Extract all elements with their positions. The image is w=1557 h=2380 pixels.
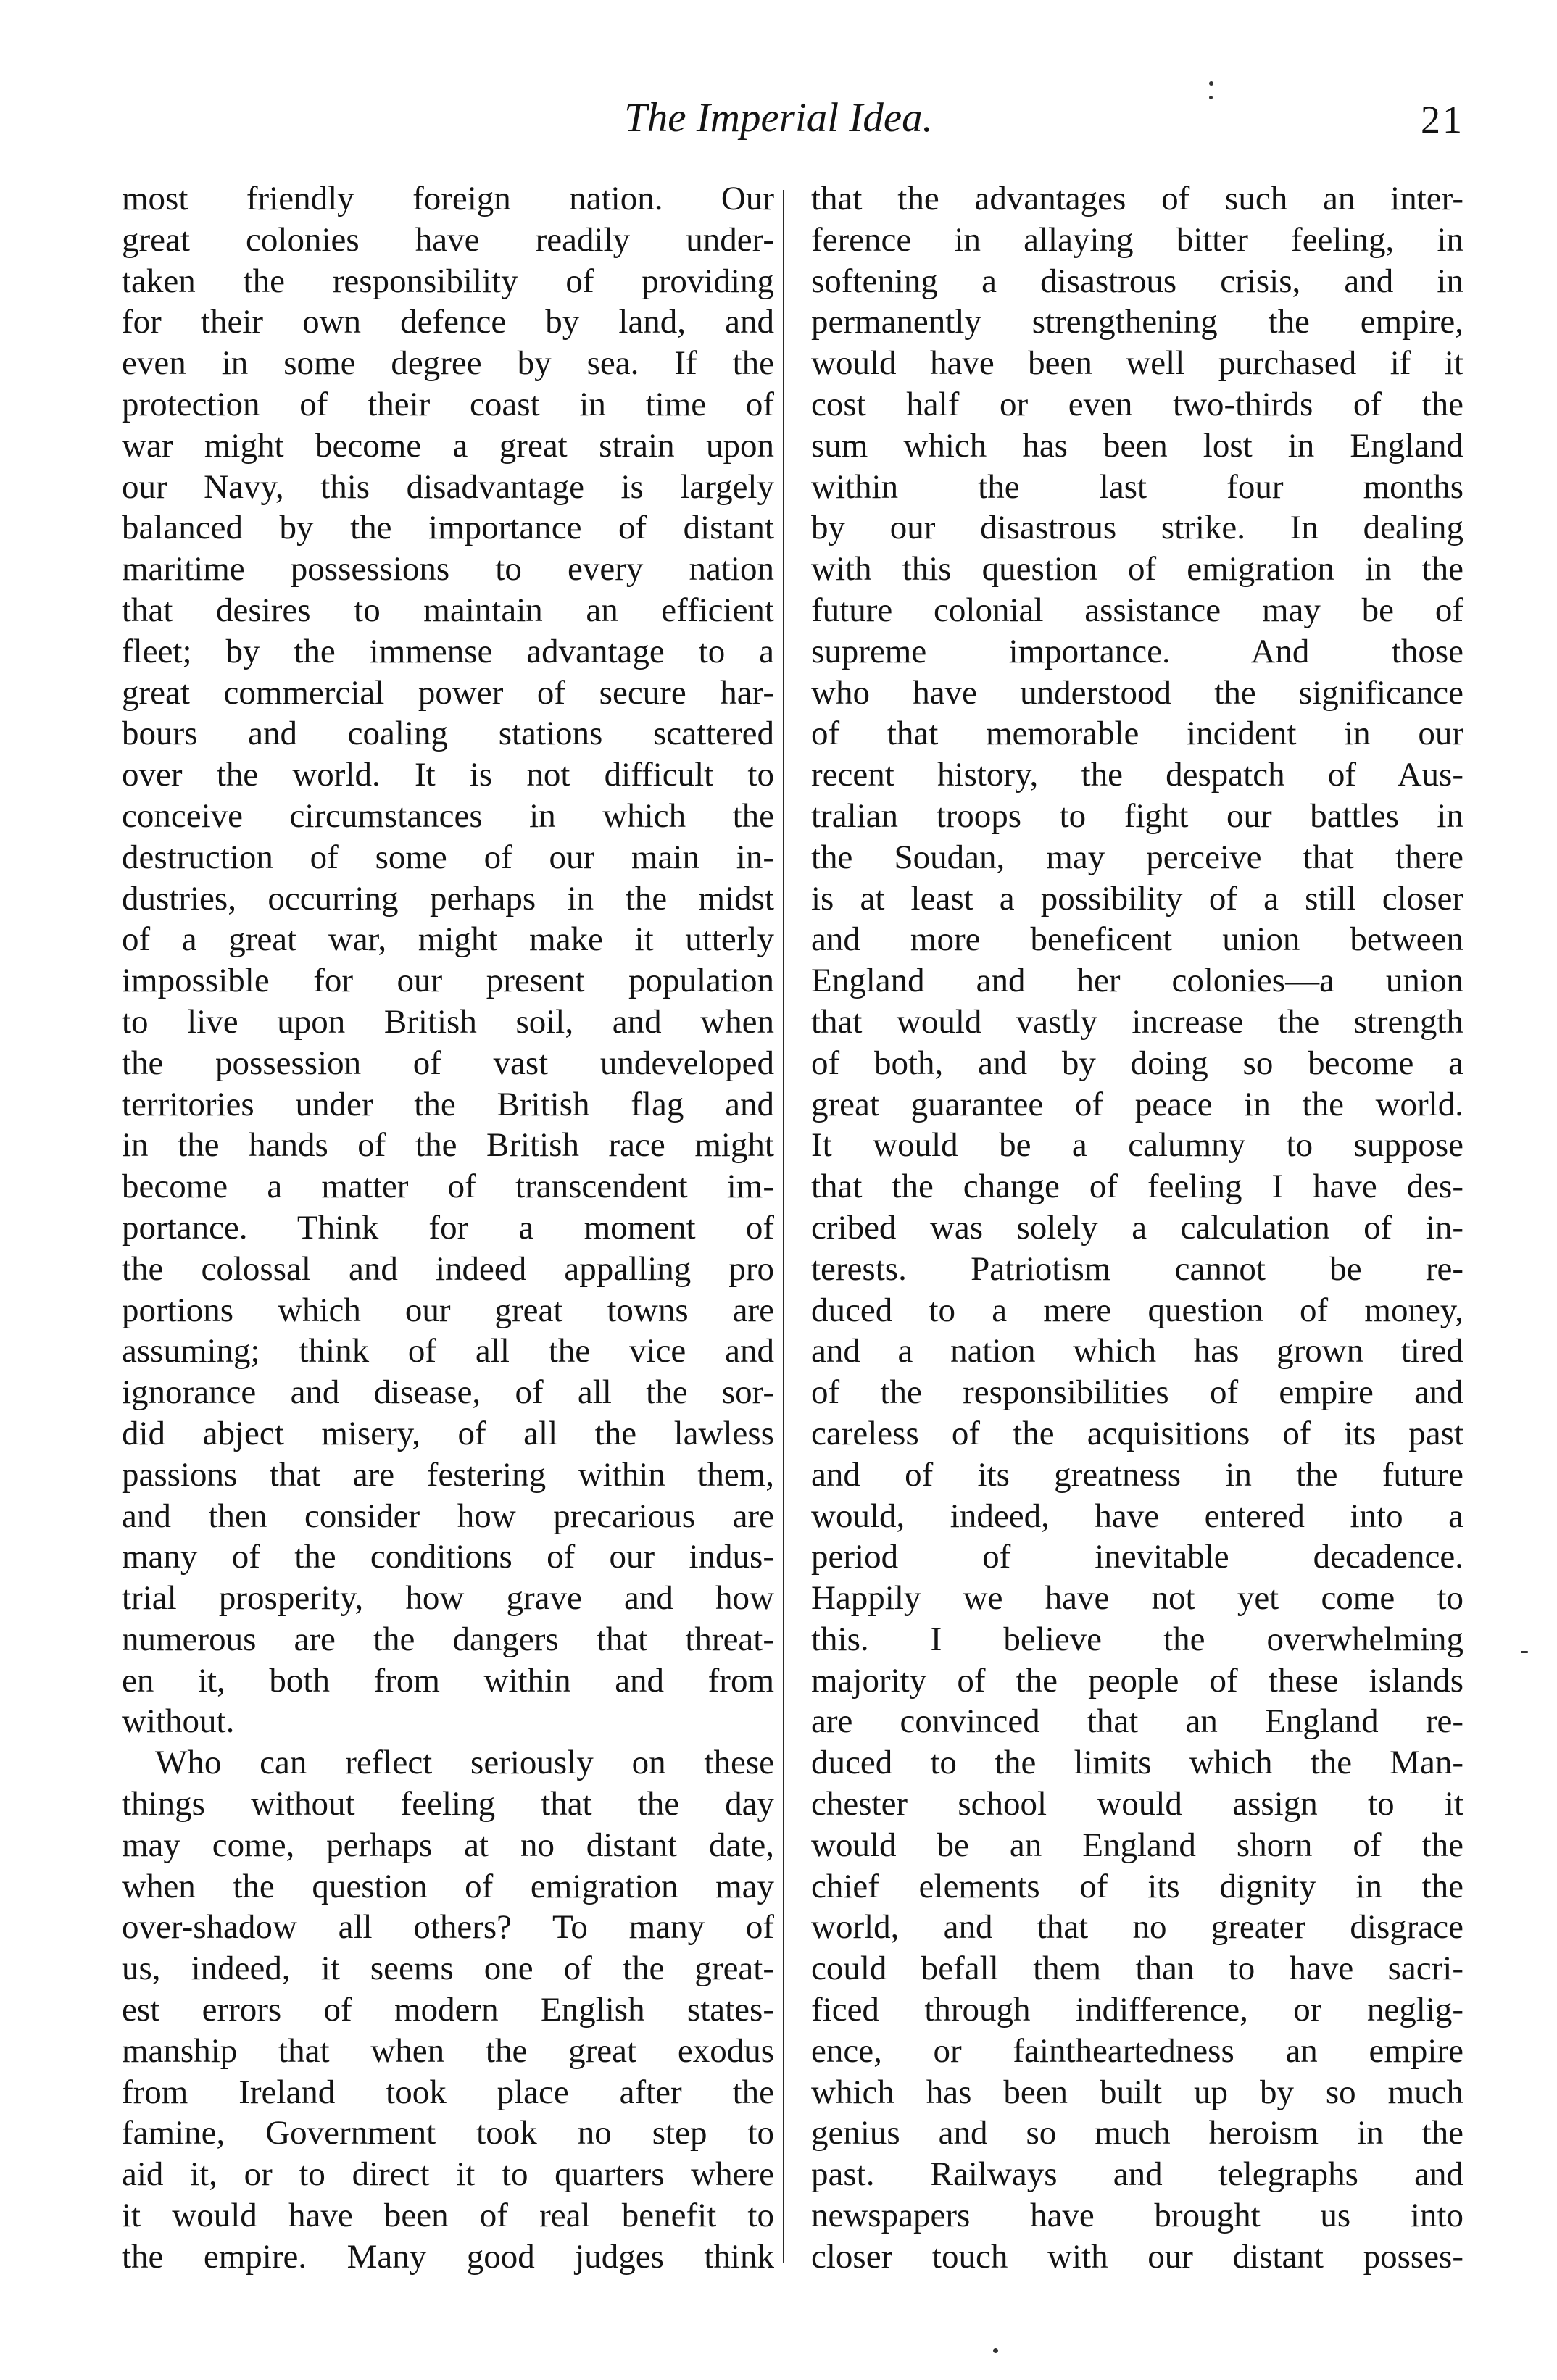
text-line: who have understood the significance: [811, 673, 1463, 712]
text-line: the Soudan, may perceive that there: [811, 838, 1463, 876]
text-line: future colonial assistance may be of: [811, 591, 1463, 629]
text-line: things without feeling that the day: [122, 1785, 774, 1823]
text-line: duced to a mere question of money,: [811, 1291, 1463, 1329]
text-line: conceive circumstances in which the: [122, 796, 774, 835]
text-line: dustries, occurring perhaps in the midst: [122, 879, 774, 918]
text-line: ignorance and disease, of all the sor-: [122, 1373, 774, 1412]
text-line: for their own defence by land, and: [122, 303, 774, 341]
text-line: the colossal and indeed appalling pro: [122, 1249, 774, 1288]
text-line: chester school would assign to it: [811, 1785, 1463, 1823]
text-line: over the world. It is not difficult to: [122, 756, 774, 794]
text-line: and more beneficent union between: [811, 920, 1463, 959]
text-line: and of its greatness in the future: [811, 1455, 1463, 1494]
text-line: to live upon British soil, and when: [122, 1002, 774, 1041]
text-line: softening a disastrous crisis, and in: [811, 262, 1463, 300]
text-line: famine, Government took no step to: [122, 2114, 774, 2152]
text-line: could befall them than to have sacri-: [811, 1950, 1463, 1988]
text-line: would, indeed, have entered into a: [811, 1497, 1463, 1535]
text-line: and then consider how precarious are: [122, 1497, 774, 1535]
text-line: chief elements of its dignity in the: [811, 1867, 1463, 1905]
text-line: est errors of modern English states-: [122, 1991, 774, 2029]
text-line: even in some degree by sea. If the: [122, 344, 774, 383]
text-line: balanced by the importance of distant: [122, 509, 774, 547]
text-line: that desires to maintain an efficient: [122, 591, 774, 629]
text-line: from Ireland took place after the: [122, 2073, 774, 2111]
text-line: closer touch with our distant posses-: [811, 2237, 1463, 2276]
text-line: recent history, the despatch of Aus-: [811, 756, 1463, 794]
page-running-title: The Imperial Idea.: [624, 95, 933, 141]
text-line: past. Railways and telegraphs and: [811, 2155, 1463, 2194]
text-line: most friendly foreign nation. Our: [122, 180, 774, 217]
text-line: great colonies have readily under-: [122, 220, 774, 259]
text-line: It would be a calumny to suppose: [811, 1126, 1463, 1165]
text-line: majority of the people of these islands: [811, 1661, 1463, 1699]
print-speck: [1521, 1651, 1528, 1653]
text-line: is at least a possibility of a still closer: [811, 879, 1463, 918]
text-line: bours and coaling stations scattered: [122, 715, 774, 753]
text-line: permanently strengthening the empire,: [811, 303, 1463, 341]
text-line: of that memorable incident in our: [811, 715, 1463, 753]
text-line: England and her colonies—a union: [811, 962, 1463, 1000]
text-line: ficed through indifference, or neglig-: [811, 1991, 1463, 2029]
text-line: become a matter of transcendent im-: [122, 1168, 774, 1206]
text-line: the empire. Many good judges think: [122, 2237, 774, 2276]
text-line: which has been built up by so much: [811, 2073, 1463, 2111]
paragraph-end-line: without.: [122, 1702, 235, 1741]
column-divider: [783, 190, 784, 2263]
text-line: impossible for our present population: [122, 962, 774, 1000]
text-line: sum which has been lost in England: [811, 426, 1463, 465]
text-line: tralian troops to fight our battles in: [811, 796, 1463, 835]
text-line: Happily we have not yet come to: [811, 1579, 1463, 1618]
text-line: the possession of vast undeveloped: [122, 1044, 774, 1082]
text-line: us, indeed, it seems one of the great-: [122, 1950, 774, 1988]
text-line: duced to the limits which the Man-: [811, 1744, 1463, 1782]
text-line: by our disastrous strike. In dealing: [811, 509, 1463, 547]
text-line: genius and so much heroism in the: [811, 2114, 1463, 2152]
page-number: 21: [1421, 98, 1464, 141]
text-line: that the change of feeling I have des-: [811, 1168, 1463, 1206]
text-line: manship that when the great exodus: [122, 2031, 774, 2070]
text-line: cribed was solely a calculation of in-: [811, 1208, 1463, 1247]
text-line: taken the responsibility of providing: [122, 262, 774, 300]
text-line: portance. Think for a moment of: [122, 1208, 774, 1247]
paragraph-start-line: Who can reflect seriously on these: [155, 1744, 774, 1782]
text-line: aid it, or to direct it to quarters where: [122, 2155, 774, 2194]
text-line: would have been well purchased if it: [811, 344, 1463, 383]
text-line: careless of the acquisitions of its past: [811, 1414, 1463, 1452]
text-line: over-shadow all others? To many of: [122, 1908, 774, 1947]
text-line: are convinced that an England re-: [811, 1702, 1463, 1741]
text-line: many of the conditions of our indus-: [122, 1538, 774, 1576]
print-speck: [1209, 81, 1213, 86]
text-line: with this question of emigration in the: [811, 550, 1463, 588]
text-line: passions that are festering within them,: [122, 1455, 774, 1494]
text-line: protection of their coast in time of: [122, 385, 774, 423]
text-line: ence, or faintheartedness an empire: [811, 2031, 1463, 2070]
text-line: war might become a great strain upon: [122, 426, 774, 465]
text-line: when the question of emigration may: [122, 1867, 774, 1905]
text-line: maritime possessions to every nation: [122, 550, 774, 588]
left-text-column: [122, 178, 774, 2278]
text-line: great guarantee of peace in the world.: [811, 1085, 1463, 1123]
text-line: of a great war, might make it utterly: [122, 920, 774, 959]
text-line: this. I believe the overwhelming: [811, 1620, 1463, 1658]
text-line: ference in allaying bitter feeling, in: [811, 220, 1463, 259]
text-line: terests. Patriotism cannot be re-: [811, 1249, 1463, 1288]
text-line: newspapers have brought us into: [811, 2197, 1463, 2235]
text-line: great commercial power of secure har-: [122, 673, 774, 712]
text-line: would be an England shorn of the: [811, 1826, 1463, 1864]
text-line: in the hands of the British race might: [122, 1126, 774, 1165]
right-text-column: [811, 178, 1463, 2278]
text-line: territories under the British flag and: [122, 1085, 774, 1123]
text-line: supreme importance. And those: [811, 632, 1463, 670]
text-line: of both, and by doing so become a: [811, 1044, 1463, 1082]
text-line: our Navy, this disadvantage is largely: [122, 467, 774, 506]
text-line: within the last four months: [811, 467, 1463, 506]
text-line: may come, perhaps at no distant date,: [122, 1826, 774, 1864]
text-line: fleet; by the immense advantage to a: [122, 632, 774, 670]
text-line: did abject misery, of all the lawless: [122, 1414, 774, 1452]
text-line: and a nation which has grown tired: [811, 1332, 1463, 1370]
text-line: portions which our great towns are: [122, 1291, 774, 1329]
text-line: that would vastly increase the strength: [811, 1002, 1463, 1041]
text-line: trial prosperity, how grave and how: [122, 1579, 774, 1618]
text-line: of the responsibilities of empire and: [811, 1373, 1463, 1412]
print-speck: [993, 2348, 998, 2353]
text-line: it would have been of real benefit to: [122, 2197, 774, 2235]
text-line: that the advantages of such an inter-: [811, 180, 1463, 217]
text-line: numerous are the dangers that threat-: [122, 1620, 774, 1658]
text-line: destruction of some of our main in-: [122, 838, 774, 876]
text-line: assuming; think of all the vice and: [122, 1332, 774, 1370]
print-speck: [1209, 96, 1213, 99]
text-line: en it, both from within and from: [122, 1661, 774, 1699]
text-line: period of inevitable decadence.: [811, 1538, 1463, 1576]
text-line: world, and that no greater disgrace: [811, 1908, 1463, 1947]
text-line: cost half or even two-thirds of the: [811, 385, 1463, 423]
